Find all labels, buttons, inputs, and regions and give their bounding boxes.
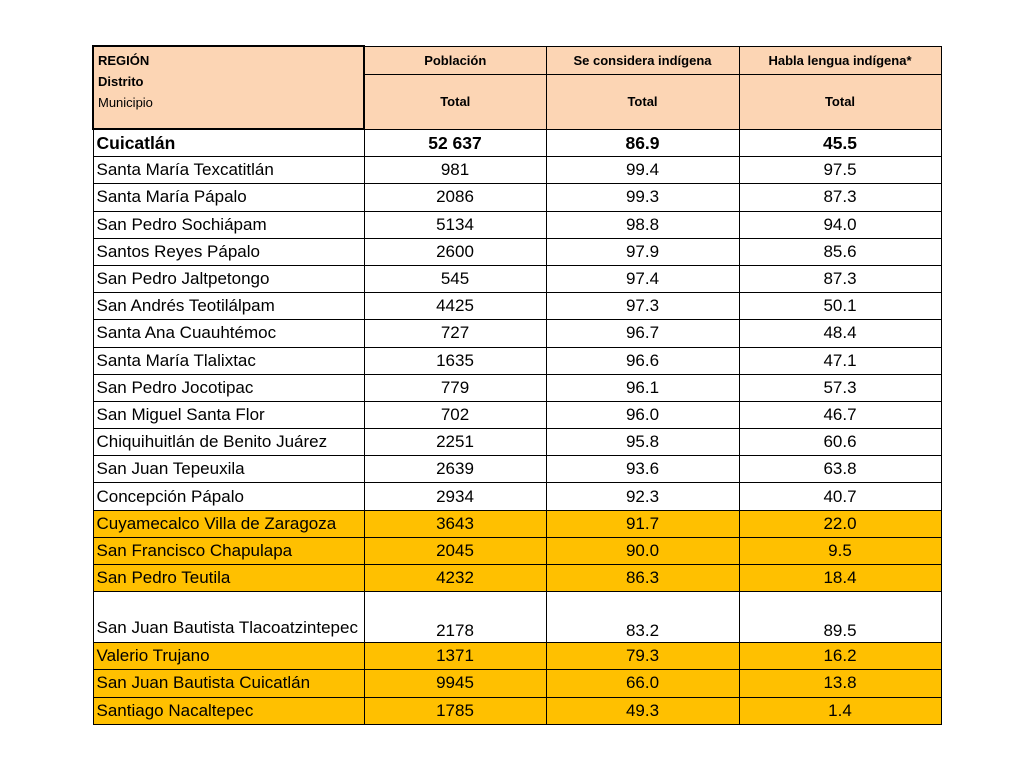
table-row (93, 510, 941, 537)
table-row (93, 483, 941, 510)
table-row (93, 643, 941, 670)
municipio-name: San Pedro Sochiápam (93, 211, 364, 238)
municipio-name: Santa María Pápalo (93, 184, 364, 211)
table-row (93, 456, 941, 483)
table-row (93, 670, 941, 697)
poblacion-value: 2251 (364, 429, 546, 456)
habla-lengua-value: 94.0 (739, 211, 941, 238)
habla-lengua-value: 18.4 (739, 565, 941, 592)
se-considera-value: 96.7 (546, 320, 739, 347)
poblacion-value: 1635 (364, 347, 546, 374)
se-considera-value: 93.6 (546, 456, 739, 483)
municipio-name: Cuyamecalco Villa de Zaragoza (93, 510, 364, 537)
municipio-name: San Juan Bautista Cuicatlán (93, 670, 364, 697)
municipio-name: San Pedro Teutila (93, 565, 364, 592)
habla-lengua-value: 40.7 (739, 483, 941, 510)
se-considera-value: 91.7 (546, 510, 739, 537)
region-label: REGIÓN (98, 53, 150, 68)
se-considera-value: 99.3 (546, 184, 739, 211)
habla-lengua-header: Habla lengua indígena* (739, 46, 941, 74)
se-considera-total-header: Total (546, 74, 739, 129)
poblacion-value: 2086 (364, 184, 546, 211)
se-considera-value: 99.4 (546, 157, 739, 184)
table-row (93, 320, 941, 347)
habla-lengua-value: 13.8 (739, 670, 941, 697)
poblacion-value: 2045 (364, 537, 546, 564)
municipio-name: Santa Ana Cuauhtémoc (93, 320, 364, 347)
poblacion-value: 4232 (364, 565, 546, 592)
municipio-name: San Andrés Teotilálpam (93, 293, 364, 320)
table-row (93, 592, 941, 643)
poblacion-value: 1785 (364, 697, 546, 724)
table-row (93, 429, 941, 456)
se-considera-value: 97.4 (546, 265, 739, 292)
summary-habla-lengua: 45.5 (739, 129, 941, 157)
se-considera-value: 98.8 (546, 211, 739, 238)
se-considera-value: 97.3 (546, 293, 739, 320)
habla-lengua-value: 89.5 (739, 592, 941, 643)
se-considera-value: 96.1 (546, 374, 739, 401)
poblacion-total-header: Total (364, 74, 546, 129)
poblacion-value: 545 (364, 265, 546, 292)
summary-se-considera: 86.9 (546, 129, 739, 157)
table-body (93, 129, 941, 724)
municipio-name: San Juan Bautista Tlacoatzintepec (93, 592, 364, 643)
se-considera-value: 97.9 (546, 238, 739, 265)
table-row (93, 157, 941, 184)
data-table-container (92, 45, 940, 725)
habla-lengua-value: 1.4 (739, 697, 941, 724)
table-row (93, 537, 941, 564)
region-header-cell (93, 46, 364, 129)
table-header (93, 46, 941, 129)
habla-lengua-value: 87.3 (739, 184, 941, 211)
habla-lengua-value: 46.7 (739, 401, 941, 428)
se-considera-value: 95.8 (546, 429, 739, 456)
se-considera-value: 96.0 (546, 401, 739, 428)
municipio-label: Municipio (98, 95, 153, 110)
poblacion-value: 2639 (364, 456, 546, 483)
municipio-name: San Pedro Jocotipac (93, 374, 364, 401)
habla-lengua-value: 47.1 (739, 347, 941, 374)
municipio-name: San Juan Tepeuxila (93, 456, 364, 483)
poblacion-value: 702 (364, 401, 546, 428)
se-considera-value: 83.2 (546, 592, 739, 643)
habla-lengua-value: 85.6 (739, 238, 941, 265)
habla-lengua-value: 87.3 (739, 265, 941, 292)
poblacion-value: 3643 (364, 510, 546, 537)
poblacion-value: 4425 (364, 293, 546, 320)
table-row (93, 265, 941, 292)
habla-lengua-value: 57.3 (739, 374, 941, 401)
se-considera-value: 90.0 (546, 537, 739, 564)
se-considera-value: 79.3 (546, 643, 739, 670)
poblacion-value: 1371 (364, 643, 546, 670)
municipio-name: Santiago Nacaltepec (93, 697, 364, 724)
municipio-name: Concepción Pápalo (93, 483, 364, 510)
municipio-name: San Francisco Chapulapa (93, 537, 364, 564)
municipio-name: Valerio Trujano (93, 643, 364, 670)
municipio-name: San Miguel Santa Flor (93, 401, 364, 428)
poblacion-value: 2600 (364, 238, 546, 265)
poblacion-value: 5134 (364, 211, 546, 238)
table-row (93, 184, 941, 211)
poblacion-header: Población (364, 46, 546, 74)
summary-name: Cuicatlán (93, 129, 364, 157)
municipio-name: Chiquihuitlán de Benito Juárez (93, 429, 364, 456)
distrito-label: Distrito (98, 74, 144, 89)
poblacion-value: 981 (364, 157, 546, 184)
se-considera-value: 49.3 (546, 697, 739, 724)
poblacion-value: 727 (364, 320, 546, 347)
summary-poblacion: 52 637 (364, 129, 546, 157)
habla-lengua-value: 48.4 (739, 320, 941, 347)
municipio-name: Santa María Tlalixtac (93, 347, 364, 374)
se-considera-header: Se considera indígena (546, 46, 739, 74)
se-considera-value: 92.3 (546, 483, 739, 510)
table-row (93, 374, 941, 401)
poblacion-value: 9945 (364, 670, 546, 697)
habla-lengua-value: 16.2 (739, 643, 941, 670)
municipio-name: Santa María Texcatitlán (93, 157, 364, 184)
habla-lengua-value: 60.6 (739, 429, 941, 456)
municipio-name: Santos Reyes Pápalo (93, 238, 364, 265)
table-row (93, 293, 941, 320)
se-considera-value: 96.6 (546, 347, 739, 374)
poblacion-value: 2178 (364, 592, 546, 643)
poblacion-value: 2934 (364, 483, 546, 510)
se-considera-value: 86.3 (546, 565, 739, 592)
poblacion-value: 779 (364, 374, 546, 401)
table-row (93, 211, 941, 238)
table-row (93, 347, 941, 374)
table-row (93, 401, 941, 428)
table-row (93, 238, 941, 265)
habla-lengua-value: 22.0 (739, 510, 941, 537)
habla-lengua-value: 97.5 (739, 157, 941, 184)
summary-row (93, 129, 941, 157)
habla-lengua-value: 63.8 (739, 456, 941, 483)
habla-lengua-value: 9.5 (739, 537, 941, 564)
habla-lengua-value: 50.1 (739, 293, 941, 320)
table-row (93, 565, 941, 592)
se-considera-value: 66.0 (546, 670, 739, 697)
municipio-name: San Pedro Jaltpetongo (93, 265, 364, 292)
indigenous-population-table (92, 45, 942, 725)
habla-lengua-total-header: Total (739, 74, 941, 129)
table-row (93, 697, 941, 724)
